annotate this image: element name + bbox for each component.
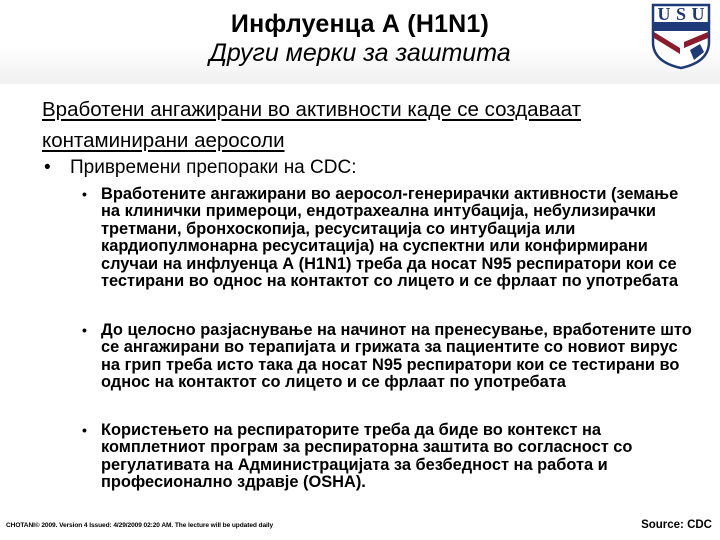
bullet-marker: • <box>82 422 87 438</box>
sub-bullet-2 <box>82 322 700 392</box>
footer-source: Source: CDC <box>641 519 712 531</box>
sub-bullet-text: До целосно разјаснување на начинот на пренесување, вработените што се ангажирани во терапијата и грижата за пациентите со новиот вирус на грип треба исто така да носат N95 респиратори кои се тестирани во однос на контактот со лицето и се фрлаат по употребата <box>101 321 692 392</box>
bullet-marker: • <box>44 157 51 178</box>
usu-logo <box>650 2 712 70</box>
sub-bullet-1 <box>82 186 700 290</box>
svg-text:U: U <box>691 4 705 24</box>
bullet-marker: • <box>82 322 87 338</box>
sub-bullet-3 <box>82 422 700 492</box>
slide-subtitle: Други мерки за заштита <box>209 39 511 67</box>
slide-title: Инфлуенца А (H1N1) <box>230 10 490 38</box>
level1-text: Привремени препораки на CDC: <box>70 157 357 178</box>
svg-text:U: U <box>657 4 671 24</box>
svg-text:S: S <box>675 4 687 24</box>
sub-bullet-text: Вработените ангажирани во аеросол-генерирачки активности (земање на клинички примероци, ендотрахеална интубација, небулизирачки третмани, бронхоскопија, ресуситација со интубација или кардиопулмонарна ресуситација) на суспектни или конфирмирани случаи на инфлуенца А (H1N1) треба да носат N95 респиратори кои се тестирани во однос на контактот со лицето и се фрлаат по употребата <box>101 185 679 291</box>
footer-copyright: CHOTANI© 2009. Version 4 Issued: 4/29/2009 02:20 AM. The lecture will be updated daily <box>6 522 274 529</box>
bullet-marker: • <box>82 186 87 202</box>
slide-header <box>0 0 720 84</box>
section-heading: Вработени ангажирани во активности каде се создаваат контаминирани аеросоли <box>42 98 581 152</box>
sub-bullet-text: Користењето на респираторите треба да биде во контекст на комплетниот програм за респираторна заштита во согласност со регулативата на Администрацијата за безбедност на работа и професионално здравје (OSHA). <box>101 421 633 492</box>
